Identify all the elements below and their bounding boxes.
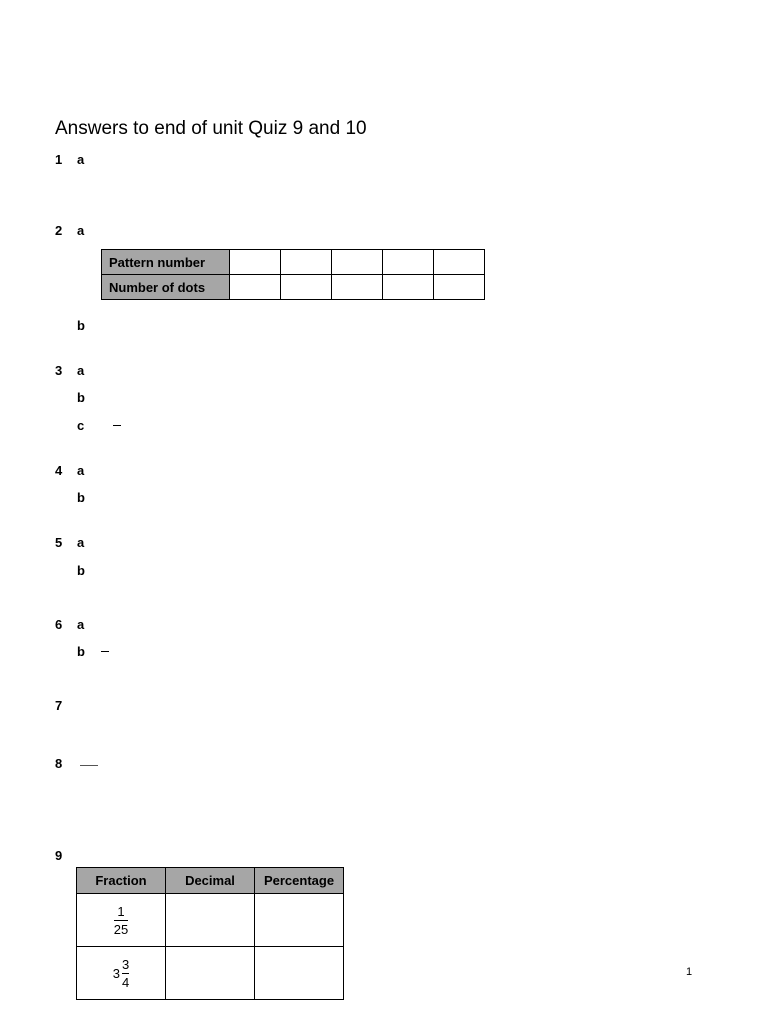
fraction-bar-mark [80, 765, 98, 766]
table-header-row [77, 868, 344, 894]
fraction-cell [77, 894, 166, 947]
fraction-table [76, 867, 344, 1000]
question-number: 4 [55, 463, 63, 478]
fraction-bar [114, 920, 128, 921]
percentage-header: Percentage [255, 868, 344, 894]
whole-number: 3 [112, 965, 120, 981]
pattern-number-header: Pattern number [102, 250, 230, 275]
fraction-cell [77, 947, 166, 1000]
table-cell [383, 275, 434, 300]
question-part-label: b [77, 390, 85, 405]
dash-mark [113, 425, 121, 426]
percentage-cell [255, 947, 344, 1000]
question-part-label: b [77, 644, 85, 659]
question-part-label: a [77, 463, 85, 478]
table-cell [230, 275, 281, 300]
numerator: 1 [117, 903, 125, 919]
decimal-cell [166, 894, 255, 947]
table-row [77, 894, 344, 947]
question-part-label: c [77, 418, 85, 433]
fraction-value [114, 904, 128, 937]
denominator: 4 [122, 974, 130, 990]
question-part-label: a [77, 617, 85, 632]
question-number: 9 [55, 848, 63, 863]
table-cell [434, 275, 485, 300]
decimal-cell [166, 947, 255, 1000]
question-part-label: a [77, 363, 85, 378]
page-title: Answers to end of unit Quiz 9 and 10 [55, 118, 367, 139]
table-row [102, 275, 485, 300]
fraction-value [122, 957, 129, 990]
number-of-dots-header: Number of dots [102, 275, 230, 300]
table-cell [383, 250, 434, 275]
denominator: 25 [113, 921, 129, 937]
table-cell [281, 250, 332, 275]
table-row [77, 947, 344, 1000]
question-number: 7 [55, 698, 63, 713]
question-part-label: b [77, 490, 85, 505]
table-cell [332, 250, 383, 275]
table-row [102, 250, 485, 275]
question-part-label: b [77, 318, 85, 333]
percentage-cell [255, 894, 344, 947]
question-number: 5 [55, 535, 63, 550]
question-number: 3 [55, 363, 63, 378]
fraction-header: Fraction [77, 868, 166, 894]
table-cell [230, 250, 281, 275]
dash-mark [101, 651, 109, 652]
page-number: 1 [686, 966, 693, 978]
table-cell [332, 275, 383, 300]
question-number: 2 [55, 223, 63, 238]
numerator: 3 [122, 956, 130, 972]
table-cell [434, 250, 485, 275]
table-cell [281, 275, 332, 300]
question-part-label: a [77, 152, 85, 167]
question-part-label: a [77, 223, 85, 238]
question-part-label: a [77, 535, 85, 550]
question-number: 6 [55, 617, 63, 632]
question-number: 8 [55, 756, 63, 771]
question-number: 1 [55, 152, 63, 167]
pattern-table [101, 249, 485, 300]
fraction-bar [122, 973, 129, 974]
question-part-label: b [77, 563, 85, 578]
decimal-header: Decimal [166, 868, 255, 894]
